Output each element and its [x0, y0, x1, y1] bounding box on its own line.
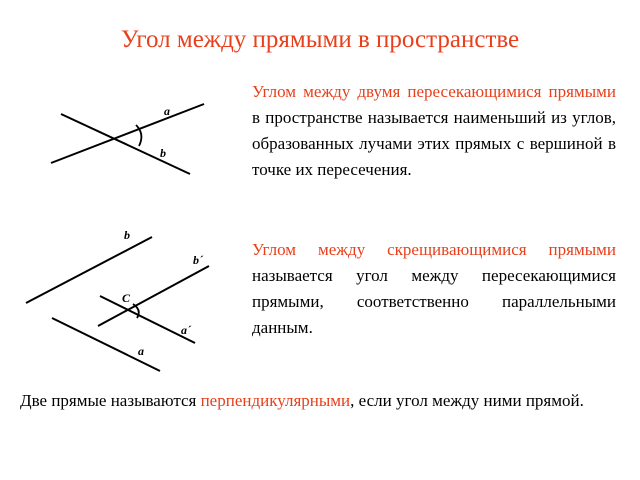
- definition-term: перпендикулярными: [200, 391, 351, 410]
- label-c: C: [122, 291, 131, 305]
- definition-text-after: , если угол между ними прямой.: [350, 391, 584, 410]
- definition-term: Углом между скрещивающимися прямыми: [252, 240, 616, 259]
- line-b-prime: [98, 266, 209, 326]
- label-a-prime: a´: [181, 323, 191, 337]
- definition-text: называется угол между пересекающимися прямыми, соответственно параллельными данным.: [252, 266, 616, 337]
- definition-term: Углом между двумя пересекающимися прямыми: [252, 82, 616, 101]
- definition-text-before: Две прямые называются: [20, 391, 201, 410]
- line-b: [61, 114, 190, 174]
- label-b-prime: b´: [193, 253, 203, 267]
- line-a: [51, 104, 204, 163]
- definition-text: в пространстве называется наименьший из углов, образованных лучами этих прямых с вершиной в точке их пересечения.: [252, 108, 616, 179]
- label-a: a: [138, 344, 144, 358]
- skew-lines-diagram: [26, 228, 209, 371]
- definition-intersecting: [252, 79, 616, 183]
- label-b: b: [124, 228, 130, 242]
- definition-perpendicular: [20, 388, 616, 414]
- page-title: Угол между прямыми в пространстве: [120, 26, 520, 53]
- intersecting-lines-diagram: [51, 104, 204, 174]
- label-a: a: [164, 104, 170, 118]
- definition-skew: [252, 237, 616, 341]
- label-b: b: [160, 146, 166, 160]
- line-b: [26, 237, 152, 303]
